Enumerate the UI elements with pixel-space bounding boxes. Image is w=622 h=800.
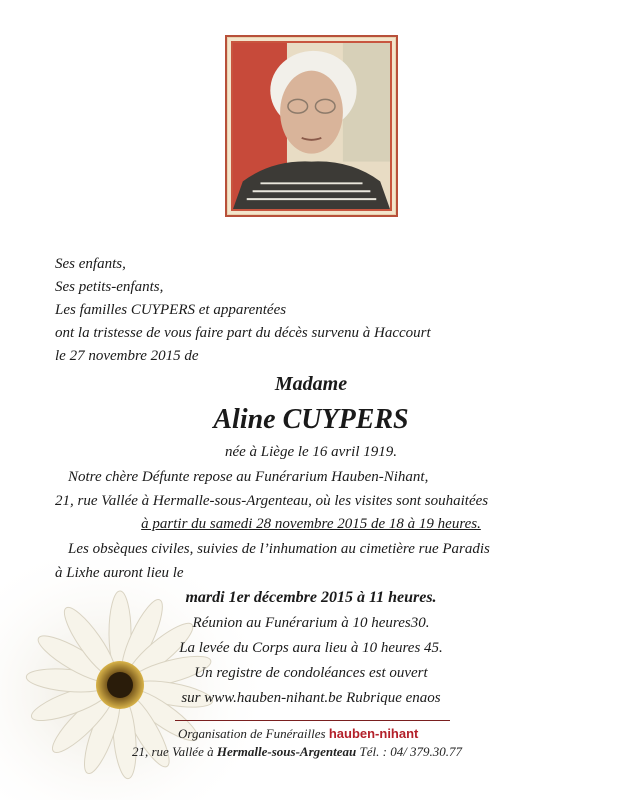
repose-line-1: Notre chère Défunte repose au Funérarium Hauben-Nihant, (68, 469, 429, 485)
portrait-frame (225, 35, 398, 217)
levee-time: La levée du Corps aura lieu à 10 heures 45. (179, 640, 443, 656)
phone-number: Tél. : 04/ 379.30.77 (356, 744, 463, 759)
funeral-line-1: Les obsèques civiles, suivies de l’inhumation au cimetière rue Paradis (68, 541, 490, 557)
intro-children: Ses enfants, (55, 256, 126, 272)
funeral-date: mardi 1er décembre 2015 à 11 heures. (185, 589, 437, 606)
intro-families: Les familles CUYPERS et apparentées (55, 302, 287, 318)
repose-line-2: 21, rue Vallée à Hermalle-sous-Argenteau, où les visites sont souhaitées (55, 493, 489, 509)
intro-grandchildren: Ses petits-enfants, (55, 279, 164, 295)
address-town: Hermalle-sous-Argenteau (216, 744, 357, 759)
registre-info: Un registre de condoléances est ouvert (194, 665, 428, 681)
footer-divider (175, 720, 450, 721)
deceased-name: Aline CUYPERS (213, 404, 409, 435)
visits-time: à partir du samedi 28 novembre 2015 de 18 à 19 heures. (141, 516, 481, 532)
portrait-photo (233, 43, 390, 209)
reunion-time: Réunion au Funérarium à 10 heures30. (192, 615, 430, 631)
brand-logo-text: hauben-nihant (328, 726, 419, 741)
intro-date: le 27 novembre 2015 de (55, 348, 199, 364)
organizer-label: Organisation de Funérailles (178, 726, 329, 741)
intro-announcement: ont la tristesse de vous faire part du décès survenu à Haccourt (55, 325, 431, 341)
funeral-line-2: à Lixhe auront lieu le (55, 565, 184, 581)
address-street: 21, rue Vallée à (132, 744, 217, 759)
salutation: Madame (274, 373, 348, 395)
address-line (132, 744, 462, 760)
registre-website[interactable]: sur www.hauben-nihant.be Rubrique enaos (181, 690, 441, 706)
organizer-line (178, 726, 418, 742)
birth-info: née à Liège le 16 avril 1919. (224, 444, 398, 460)
